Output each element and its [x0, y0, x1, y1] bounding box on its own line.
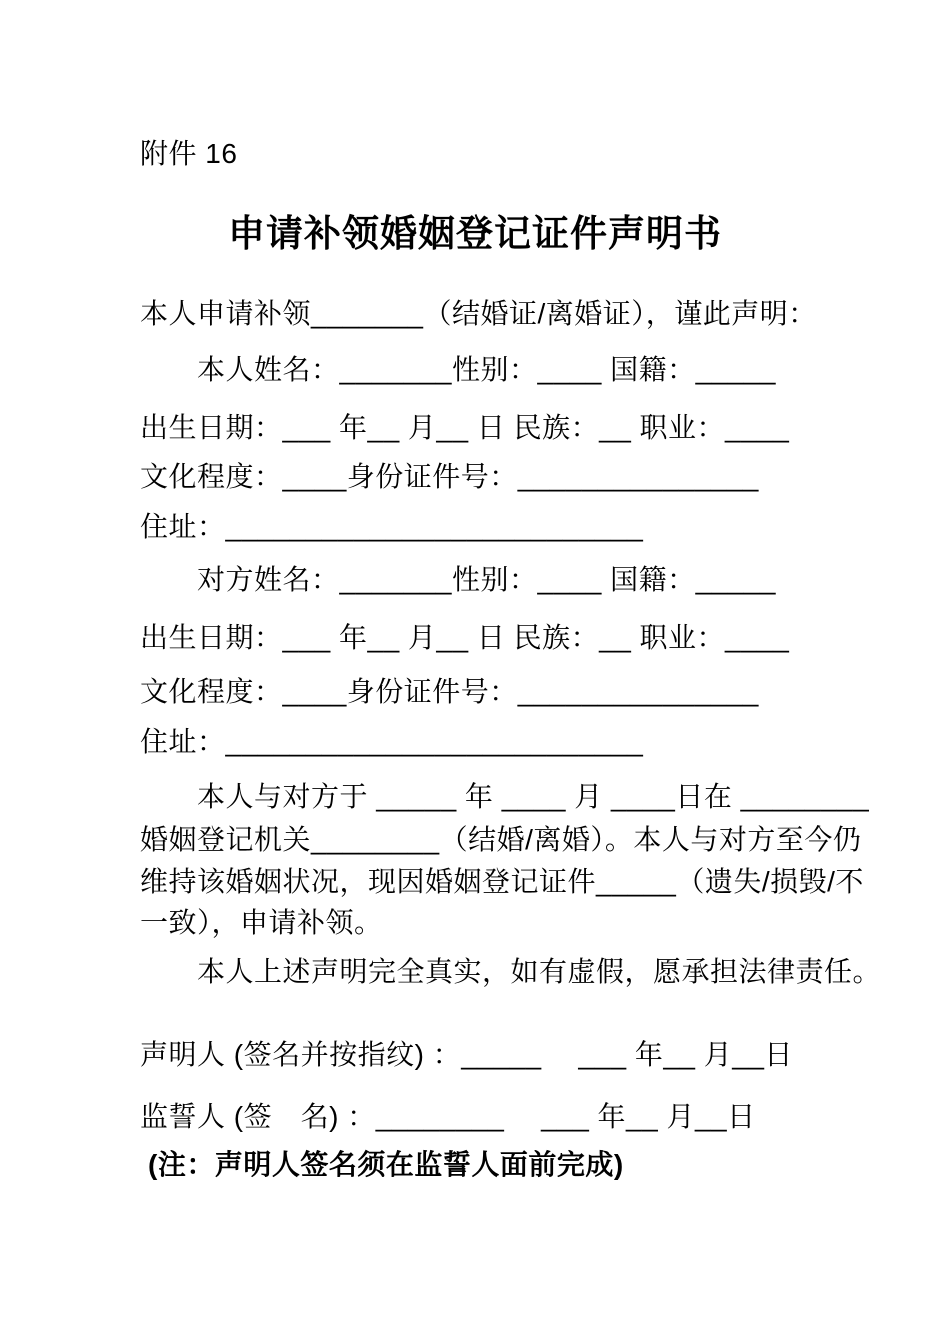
- line-truthfulness-declaration: 本人上述声明完全真实，如有虚假，愿承担法律责任。: [197, 956, 882, 987]
- line-partner-education-id-number: 文化程度：____身份证件号：_______________: [140, 676, 759, 707]
- line-certificate-condition: 维持该婚姻状况，现因婚姻登记证件_____（遗失/损毁/不: [140, 866, 864, 897]
- line-partner-address: 住址：__________________________: [140, 726, 644, 757]
- line-self-education-id-number: 文化程度：____身份证件号：_______________: [140, 461, 759, 492]
- line-reissue-request: 一致），申请补领。: [140, 907, 383, 938]
- attachment-label: 附件 16: [140, 138, 238, 169]
- line-declarant-signature-date: 声明人 (签名并按指纹) ：_____ ___ 年__ 月__日: [140, 1039, 793, 1070]
- document-title: 申请补领婚姻登记证件声明书: [228, 213, 722, 254]
- line-intro-statement: 本人申请补领_______（结婚证/离婚证），谨此声明：: [140, 298, 817, 329]
- line-registry-office-marriage-status: 婚姻登记机关________（结婚/离婚）。本人与对方至今仍: [140, 824, 862, 855]
- line-signature-note: (注：声明人签名须在监誓人面前完成): [148, 1149, 624, 1180]
- line-partner-name-gender-nationality: 对方姓名：_______性别：____ 国籍：_____: [197, 564, 776, 595]
- line-marriage-date-location: 本人与对方于 _____ 年 ____ 月 ____日在 ________: [197, 781, 870, 812]
- line-self-address: 住址：__________________________: [140, 511, 644, 542]
- line-supervisor-signature-date: 监誓人 (签 名) ：________ ___ 年__ 月__日: [140, 1101, 756, 1132]
- line-self-name-gender-nationality: 本人姓名：_______性别：____ 国籍：_____: [197, 354, 776, 385]
- line-self-birthdate-ethnicity-occupation: 出生日期：___ 年__ 月__ 日 民族：__ 职业：____: [140, 412, 790, 443]
- line-partner-birthdate-ethnicity-occupation: 出生日期：___ 年__ 月__ 日 民族：__ 职业：____: [140, 622, 790, 653]
